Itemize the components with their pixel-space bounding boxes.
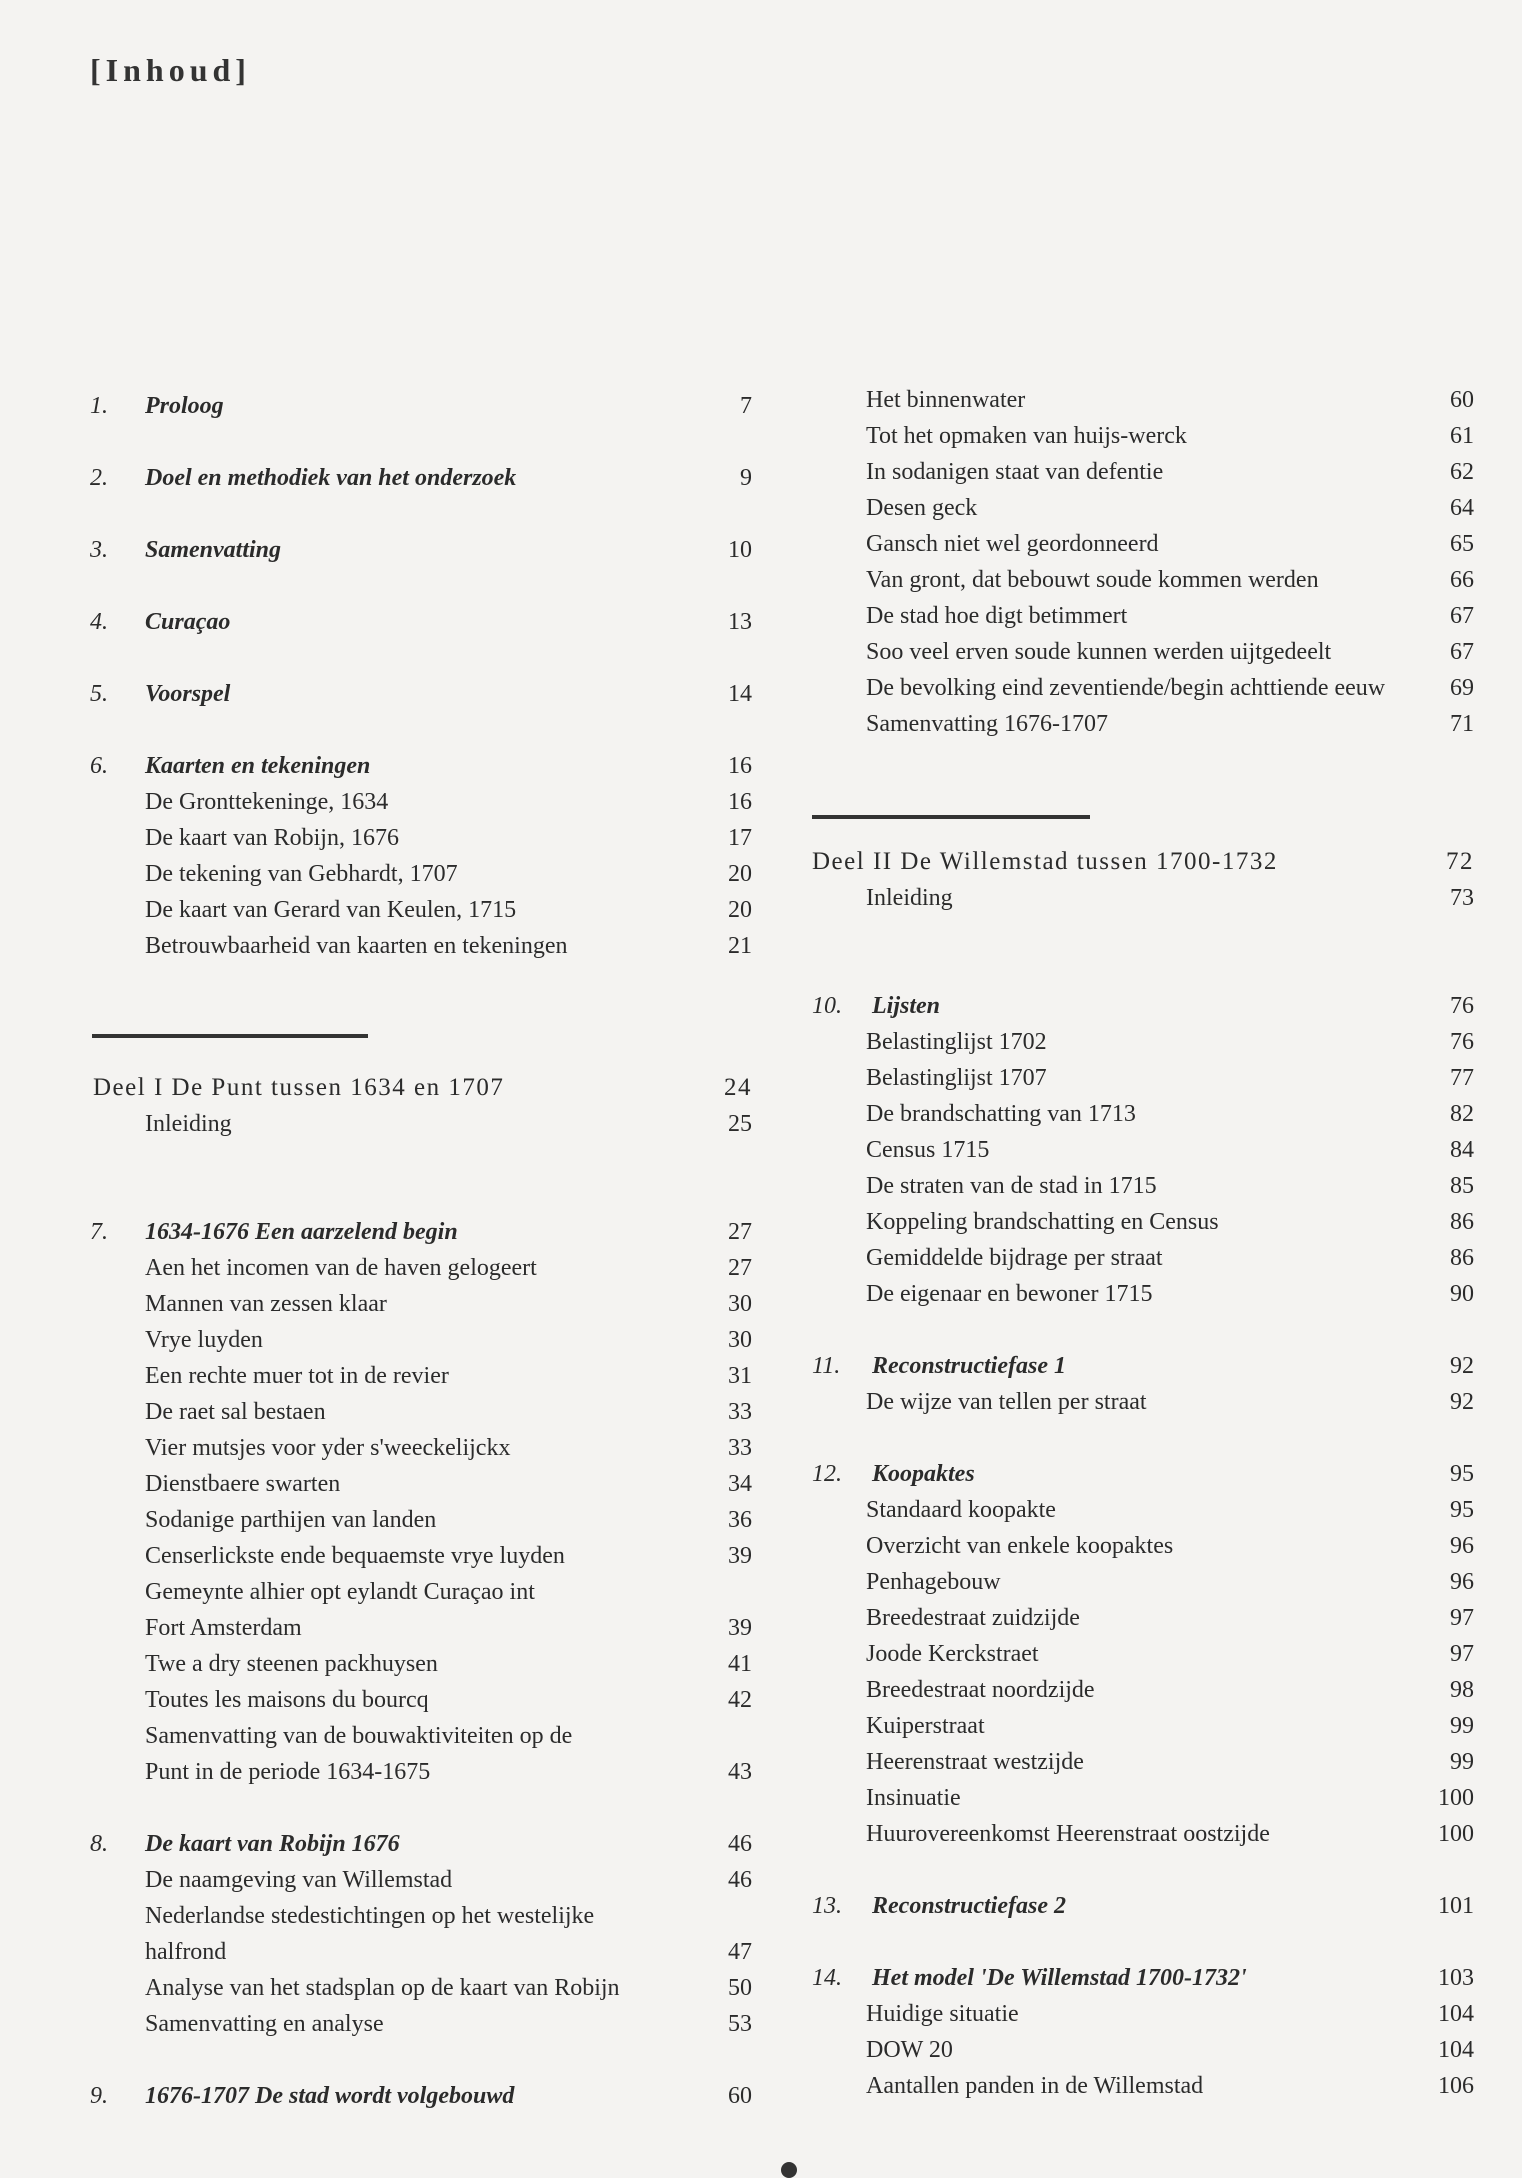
entry-title: DOW 20 (866, 2037, 953, 2063)
entry-title: Deel II De Willemstad tussen 1700-1732 (812, 848, 1278, 875)
chapter-number: 1. (90, 393, 108, 419)
page-number: 27 (728, 1255, 752, 1281)
entry-title: Het model 'De Willemstad 1700-1732' (872, 1965, 1247, 1991)
toc-entry (0, 2032, 1522, 2068)
page-number: 76 (1450, 1029, 1474, 1055)
toc-entry (0, 1276, 1522, 1312)
chapter-number: 10. (812, 993, 842, 1019)
page-number: 77 (1450, 1065, 1474, 1091)
page-number: 46 (728, 1867, 752, 1893)
page-number: 20 (728, 897, 752, 923)
page-number: 43 (728, 1759, 752, 1785)
entry-title: Van gront, dat bebouwt soude kommen werden (866, 567, 1319, 593)
entry-title: Kaarten en tekeningen (145, 753, 371, 779)
entry-title: Standaard koopakte (866, 1497, 1056, 1523)
toc-entry (0, 1744, 1522, 1780)
page-number: 82 (1450, 1101, 1474, 1127)
page-number: 41 (728, 1651, 752, 1677)
entry-title: Belastinglijst 1707 (866, 1065, 1047, 1091)
page-number: 99 (1450, 1713, 1474, 1739)
toc-entry (0, 1816, 1522, 1852)
chapter-number: 14. (812, 1965, 842, 1991)
page-number: 30 (728, 1291, 752, 1317)
chapter-number: 6. (90, 753, 108, 779)
entry-title: Inleiding (145, 1111, 232, 1137)
toc-entry (0, 1564, 1522, 1600)
entry-title: Vier mutsjes voor yder s'weeckelijckx (145, 1435, 511, 1461)
page-number: 100 (1438, 1821, 1474, 1847)
toc-chapter-entry (0, 1456, 1522, 1492)
page-number: 104 (1438, 2001, 1474, 2027)
entry-title: Aantallen panden in de Willemstad (866, 2073, 1204, 2099)
entry-title: Analyse van het stadsplan op de kaart van Robijn (145, 1975, 620, 2001)
entry-title: Belastinglijst 1702 (866, 1029, 1047, 1055)
toc-entry (0, 1636, 1522, 1672)
entry-title: De straten van de stad in 1715 (866, 1173, 1157, 1199)
entry-title: Overzicht van enkele koopaktes (866, 1533, 1174, 1559)
page-number: 60 (1450, 387, 1474, 413)
page-number: 25 (728, 1111, 752, 1137)
entry-title: Breedestraat noordzijde (866, 1677, 1095, 1703)
entry-title: De wijze van tellen per straat (866, 1389, 1147, 1415)
page-number: 103 (1438, 1965, 1474, 1991)
toc-entry (0, 1060, 1522, 1096)
page-number: 47 (728, 1939, 752, 1965)
page-number: 90 (1450, 1281, 1474, 1307)
toc-entry (0, 1240, 1522, 1276)
entry-title: Heerenstraat westzijde (866, 1749, 1084, 1775)
page-number: 101 (1438, 1893, 1474, 1919)
entry-title: Aen het incomen van de haven gelogeert (145, 1255, 537, 1281)
entry-title: De kaart van Robijn, 1676 (145, 825, 399, 851)
toc-part-entry (0, 844, 1522, 880)
entry-title: De brandschatting van 1713 (866, 1101, 1136, 1127)
entry-title: halfrond (145, 1939, 227, 1965)
entry-title: Koppeling brandschatting en Census (866, 1209, 1219, 1235)
page-number: 42 (728, 1687, 752, 1713)
entry-title: Koopaktes (872, 1461, 975, 1487)
entry-title: Samenvatting 1676-1707 (866, 711, 1108, 737)
page-number: 86 (1450, 1245, 1474, 1271)
toc-entry (0, 1492, 1522, 1528)
entry-title: Mannen van zessen klaar (145, 1291, 387, 1317)
entry-title: Census 1715 (866, 1137, 990, 1163)
chapter-number: 3. (90, 537, 108, 563)
entry-title: Huurovereenkomst Heerenstraat oostzijde (866, 1821, 1270, 1847)
section-divider-right (812, 815, 1090, 819)
entry-title: Proloog (145, 393, 224, 419)
entry-title: Soo veel erven soude kunnen werden uijtgedeelt (866, 639, 1332, 665)
page-number: 10 (728, 537, 752, 563)
page-number: 24 (724, 1074, 752, 1101)
page-number: 27 (728, 1219, 752, 1245)
toc-chapter-entry (0, 1888, 1522, 1924)
entry-title: Reconstructiefase 1 (872, 1353, 1066, 1379)
toc-chapter-entry (0, 988, 1522, 1024)
page-number: 76 (1450, 993, 1474, 1019)
chapter-number: 12. (812, 1461, 842, 1487)
page-number: 13 (728, 609, 752, 635)
entry-title: Sodanige parthijen van landen (145, 1507, 437, 1533)
entry-title: Joode Kerckstraet (866, 1641, 1039, 1667)
page-number: 99 (1450, 1749, 1474, 1775)
page-number: 50 (728, 1975, 752, 2001)
toc-entry (0, 2068, 1522, 2104)
entry-title: Twe a dry steenen packhuysen (145, 1651, 438, 1677)
entry-title: Tot het opmaken van huijs-werck (866, 423, 1187, 449)
toc-entry (0, 490, 1522, 526)
entry-title: In sodanigen staat van defentie (866, 459, 1164, 485)
page-number: 66 (1450, 567, 1474, 593)
page-heading: [Inhoud] (90, 52, 251, 88)
entry-title: Samenvatting en analyse (145, 2011, 384, 2037)
page-number: 30 (728, 1327, 752, 1353)
page-number: 95 (1450, 1497, 1474, 1523)
toc-entry (0, 1996, 1522, 2032)
page-number: 39 (728, 1543, 752, 1569)
page-number: 96 (1450, 1569, 1474, 1595)
page-number: 92 (1450, 1353, 1474, 1379)
entry-title: Desen geck (866, 495, 978, 521)
chapter-number: 7. (90, 1219, 108, 1245)
page-number: 65 (1450, 531, 1474, 557)
page-number: 14 (728, 681, 752, 707)
toc-entry (0, 1204, 1522, 1240)
page-number: 34 (728, 1471, 752, 1497)
page-number: 72 (1446, 848, 1474, 875)
entry-title: Huidige situatie (866, 2001, 1019, 2027)
toc-entry (0, 1384, 1522, 1420)
page-number: 21 (728, 933, 752, 959)
page-number: 62 (1450, 459, 1474, 485)
entry-title: Een rechte muer tot in de revier (145, 1363, 449, 1389)
entry-title: De bevolking eind zeventiende/begin achttiende eeuw (866, 675, 1386, 701)
entry-title: Kuiperstraat (866, 1713, 985, 1739)
entry-title: De kaart van Gerard van Keulen, 1715 (145, 897, 517, 923)
page-number: 33 (728, 1399, 752, 1425)
page-number: 106 (1438, 2073, 1474, 2099)
entry-title: Gemeynte alhier opt eylandt Curaçao int (145, 1579, 535, 1605)
page-number: 9 (740, 465, 752, 491)
toc-entry (0, 562, 1522, 598)
toc-entry (0, 418, 1522, 454)
toc-chapter-entry (0, 1348, 1522, 1384)
entry-title: Samenvatting (145, 537, 282, 563)
toc-entry (0, 1096, 1522, 1132)
entry-title: De raet sal bestaen (145, 1399, 326, 1425)
entry-title: Breedestraat zuidzijde (866, 1605, 1080, 1631)
entry-title: De naamgeving van Willemstad (145, 1867, 453, 1893)
entry-title: Toutes les maisons du bourcq (145, 1687, 429, 1713)
chapter-number: 5. (90, 681, 108, 707)
toc-entry (0, 598, 1522, 634)
page-number: 17 (728, 825, 752, 851)
entry-title: Gemiddelde bijdrage per straat (866, 1245, 1163, 1271)
toc-entry (0, 670, 1522, 706)
entry-title: De stad hoe digt betimmert (866, 603, 1128, 629)
page-number: 31 (728, 1363, 752, 1389)
entry-title: Betrouwbaarheid van kaarten en tekeningen (145, 933, 568, 959)
entry-title: Gansch niet wel geordonneerd (866, 531, 1159, 557)
entry-title: Reconstructiefase 2 (872, 1893, 1066, 1919)
entry-title: Lijsten (872, 993, 941, 1019)
chapter-number: 13. (812, 1893, 842, 1919)
entry-title: De Gronttekeninge, 1634 (145, 789, 389, 815)
toc-entry (0, 1024, 1522, 1060)
entry-title: De tekening van Gebhardt, 1707 (145, 861, 458, 887)
entry-title: Insinuatie (866, 1785, 961, 1811)
toc-entry (0, 1672, 1522, 1708)
toc-entry (0, 454, 1522, 490)
page-number: 36 (728, 1507, 752, 1533)
page-number: 100 (1438, 1785, 1474, 1811)
entry-title: Punt in de periode 1634-1675 (145, 1759, 431, 1785)
page-number: 60 (728, 2083, 752, 2109)
toc-entry (0, 1528, 1522, 1564)
entry-title: De kaart van Robijn 1676 (145, 1831, 400, 1857)
toc-entry (0, 1600, 1522, 1636)
page-number: 67 (1450, 639, 1474, 665)
toc-entry (0, 706, 1522, 742)
page-number: 97 (1450, 1605, 1474, 1631)
page-number: 33 (728, 1435, 752, 1461)
page-number: 98 (1450, 1677, 1474, 1703)
page-dot (781, 2162, 797, 2178)
page-number: 95 (1450, 1461, 1474, 1487)
page-number: 104 (1438, 2037, 1474, 2063)
entry-title: Dienstbaere swarten (145, 1471, 341, 1497)
chapter-number: 11. (812, 1353, 841, 1379)
entry-title: 1634-1676 Een aarzelend begin (145, 1219, 458, 1245)
toc-entry (0, 1132, 1522, 1168)
page-number: 71 (1450, 711, 1474, 737)
chapter-number: 9. (90, 2083, 108, 2109)
page-number: 97 (1450, 1641, 1474, 1667)
page-number: 20 (728, 861, 752, 887)
page-number: 53 (728, 2011, 752, 2037)
page-number: 96 (1450, 1533, 1474, 1559)
toc-entry (0, 382, 1522, 418)
page-number: 73 (1450, 885, 1474, 911)
page-number: 46 (728, 1831, 752, 1857)
page-number: 67 (1450, 603, 1474, 629)
entry-title: Penhagebouw (866, 1569, 1001, 1595)
entry-title: Vrye luyden (145, 1327, 263, 1353)
page-number: 86 (1450, 1209, 1474, 1235)
entry-title: Samenvatting van de bouwaktiviteiten op de (145, 1723, 573, 1749)
page-number: 16 (728, 753, 752, 779)
page-number: 69 (1450, 675, 1474, 701)
toc-entry (0, 1708, 1522, 1744)
page-number: 16 (728, 789, 752, 815)
entry-title: Censerlickste ende bequaemste vrye luyden (145, 1543, 565, 1569)
entry-title: 1676-1707 De stad wordt volgebouwd (145, 2083, 515, 2109)
toc-entry (0, 1168, 1522, 1204)
chapter-number: 2. (90, 465, 108, 491)
entry-title: Nederlandse stedestichtingen op het westelijke (145, 1903, 595, 1929)
toc-chapter-entry (0, 1960, 1522, 1996)
page-number: 39 (728, 1615, 752, 1641)
toc-entry (0, 880, 1522, 916)
entry-title: De eigenaar en bewoner 1715 (866, 1281, 1153, 1307)
entry-title: Deel I De Punt tussen 1634 en 1707 (93, 1074, 505, 1101)
toc-entry (0, 1780, 1522, 1816)
chapter-number: 4. (90, 609, 108, 635)
chapter-number: 8. (90, 1831, 108, 1857)
entry-title: Inleiding (866, 885, 953, 911)
entry-title: Het binnenwater (866, 387, 1026, 413)
section-divider-left (92, 1034, 368, 1038)
entry-title: Curaçao (145, 609, 231, 635)
page-number: 85 (1450, 1173, 1474, 1199)
toc-entry (0, 634, 1522, 670)
page-number: 64 (1450, 495, 1474, 521)
page-number: 84 (1450, 1137, 1474, 1163)
page-number: 61 (1450, 423, 1474, 449)
page-number: 7 (740, 393, 752, 419)
toc-entry (0, 526, 1522, 562)
entry-title: Doel en methodiek van het onderzoek (145, 465, 517, 491)
page-number: 92 (1450, 1389, 1474, 1415)
entry-title: Fort Amsterdam (145, 1615, 302, 1641)
entry-title: Voorspel (145, 681, 231, 707)
